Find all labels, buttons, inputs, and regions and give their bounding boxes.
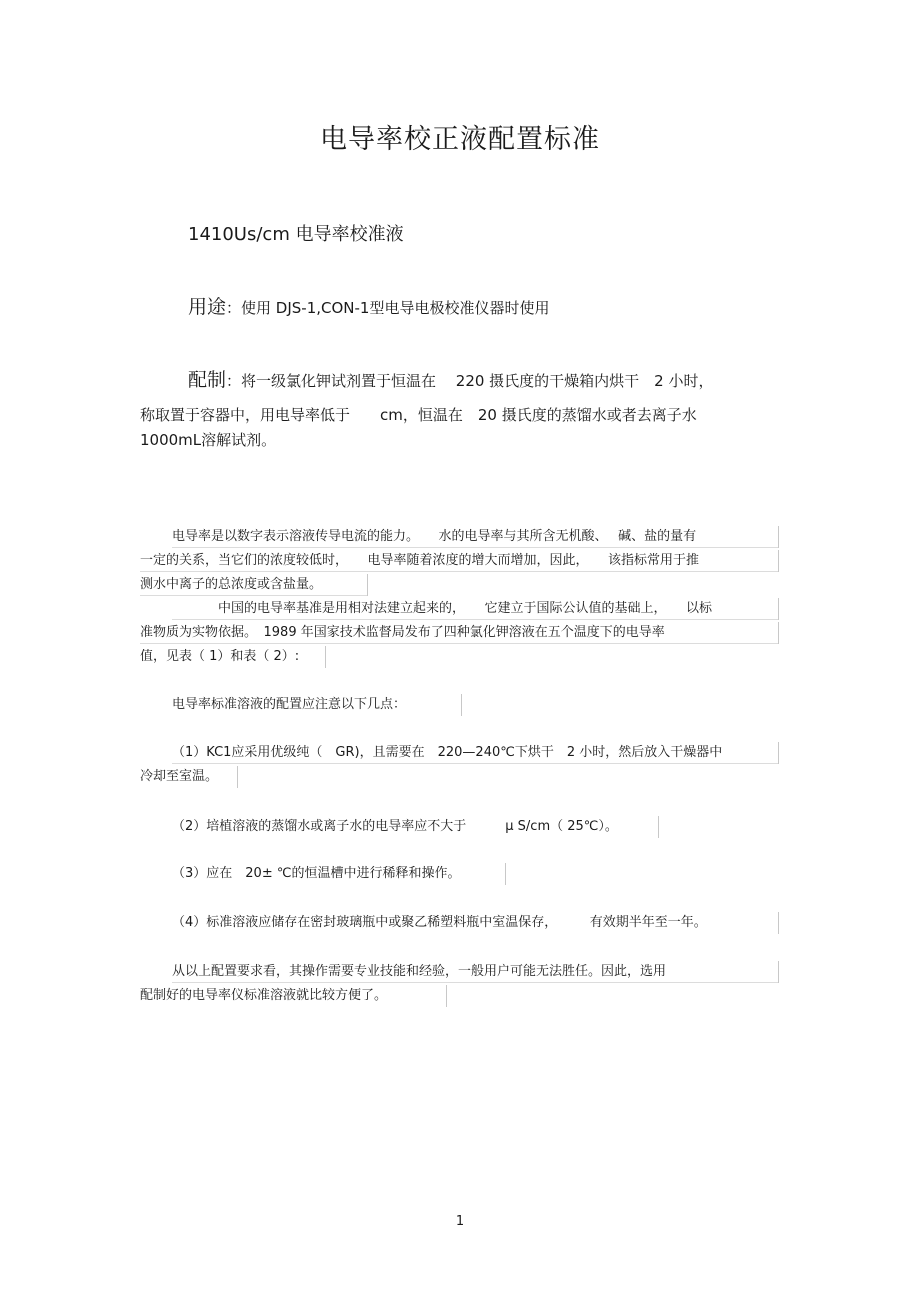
preparation-text-line-1: ：将一级氯化钾试剂置于恒温在 220 摄氏度的干燥箱内烘干 2 小时， (226, 372, 714, 390)
note-1-line-2: 冷却至室温。 (140, 767, 238, 787)
basis-line-1: 中国的电导率基准是用相对法建立起来的， 它建立于国际公认值的基础上， 以标 (172, 599, 779, 620)
preparation-paragraph (188, 367, 714, 394)
intro-line-3: 测水中离子的总浓度或含盐量。 (140, 575, 368, 596)
document-subtitle: 1410Us/cm 电导率校准液 (188, 224, 404, 245)
note-1-line-1: （1）KC1应采用优级纯（ GR)，且需要在 220—240℃下烘干 2 小时，然后放入干燥器中 (172, 743, 779, 764)
intro-line-1: 电导率是以数字表示溶液传导电流的能力。 水的电导率与其所含无机酸、 碱、盐的量有 (172, 527, 779, 548)
basis-line-3: 值，见表（ 1）和表（ 2）: (140, 647, 326, 667)
conclusion-line-2: 配制好的电导率仪标准溶液就比较方便了。 (140, 986, 447, 1006)
intro-line-2: 一定的关系，当它们的浓度较低时， 电导率随着浓度的增大而增加，因此， 该指标常用于推 (140, 551, 779, 572)
document-title: 电导率校正液配置标准 (320, 124, 600, 155)
usage-text: ：使用 DJS-1,CON-1型电导电极校准仪器时使用 (226, 299, 550, 317)
usage-heading: 用途 (188, 296, 227, 318)
basis-line-2: 准物质为实物依据。 1989 年国家技术监督局发布了四种氯化钾溶液在五个温度下的电导率 (140, 623, 779, 644)
notes-intro: 电导率标准溶液的配置应注意以下几点： (172, 695, 462, 715)
usage-paragraph (188, 294, 549, 321)
note-3: （3）应在 20± ℃的恒温槽中进行稀释和操作。 (172, 864, 506, 884)
preparation-text-line-2: 称取置于容器中，用电导率低于 cm，恒温在 20 摄氏度的蒸馏水或者去离子水 (140, 406, 697, 424)
page-number: 1 (455, 1214, 465, 1229)
note-4: （4）标准溶液应储存在密封玻璃瓶中或聚乙稀塑料瓶中室温保存， 有效期半年至一年。 (172, 913, 779, 933)
note-2: （2）培植溶液的蒸馏水或离子水的电导率应不大于 μ S/cm（ 25℃）。 (172, 817, 659, 837)
preparation-heading: 配制 (188, 369, 227, 391)
conclusion-line-1: 从以上配置要求看，其操作需要专业技能和经验，一般用户可能无法胜任。因此，选用 (172, 962, 779, 983)
preparation-text-line-3: 1000mL溶解试剂。 (140, 431, 277, 449)
